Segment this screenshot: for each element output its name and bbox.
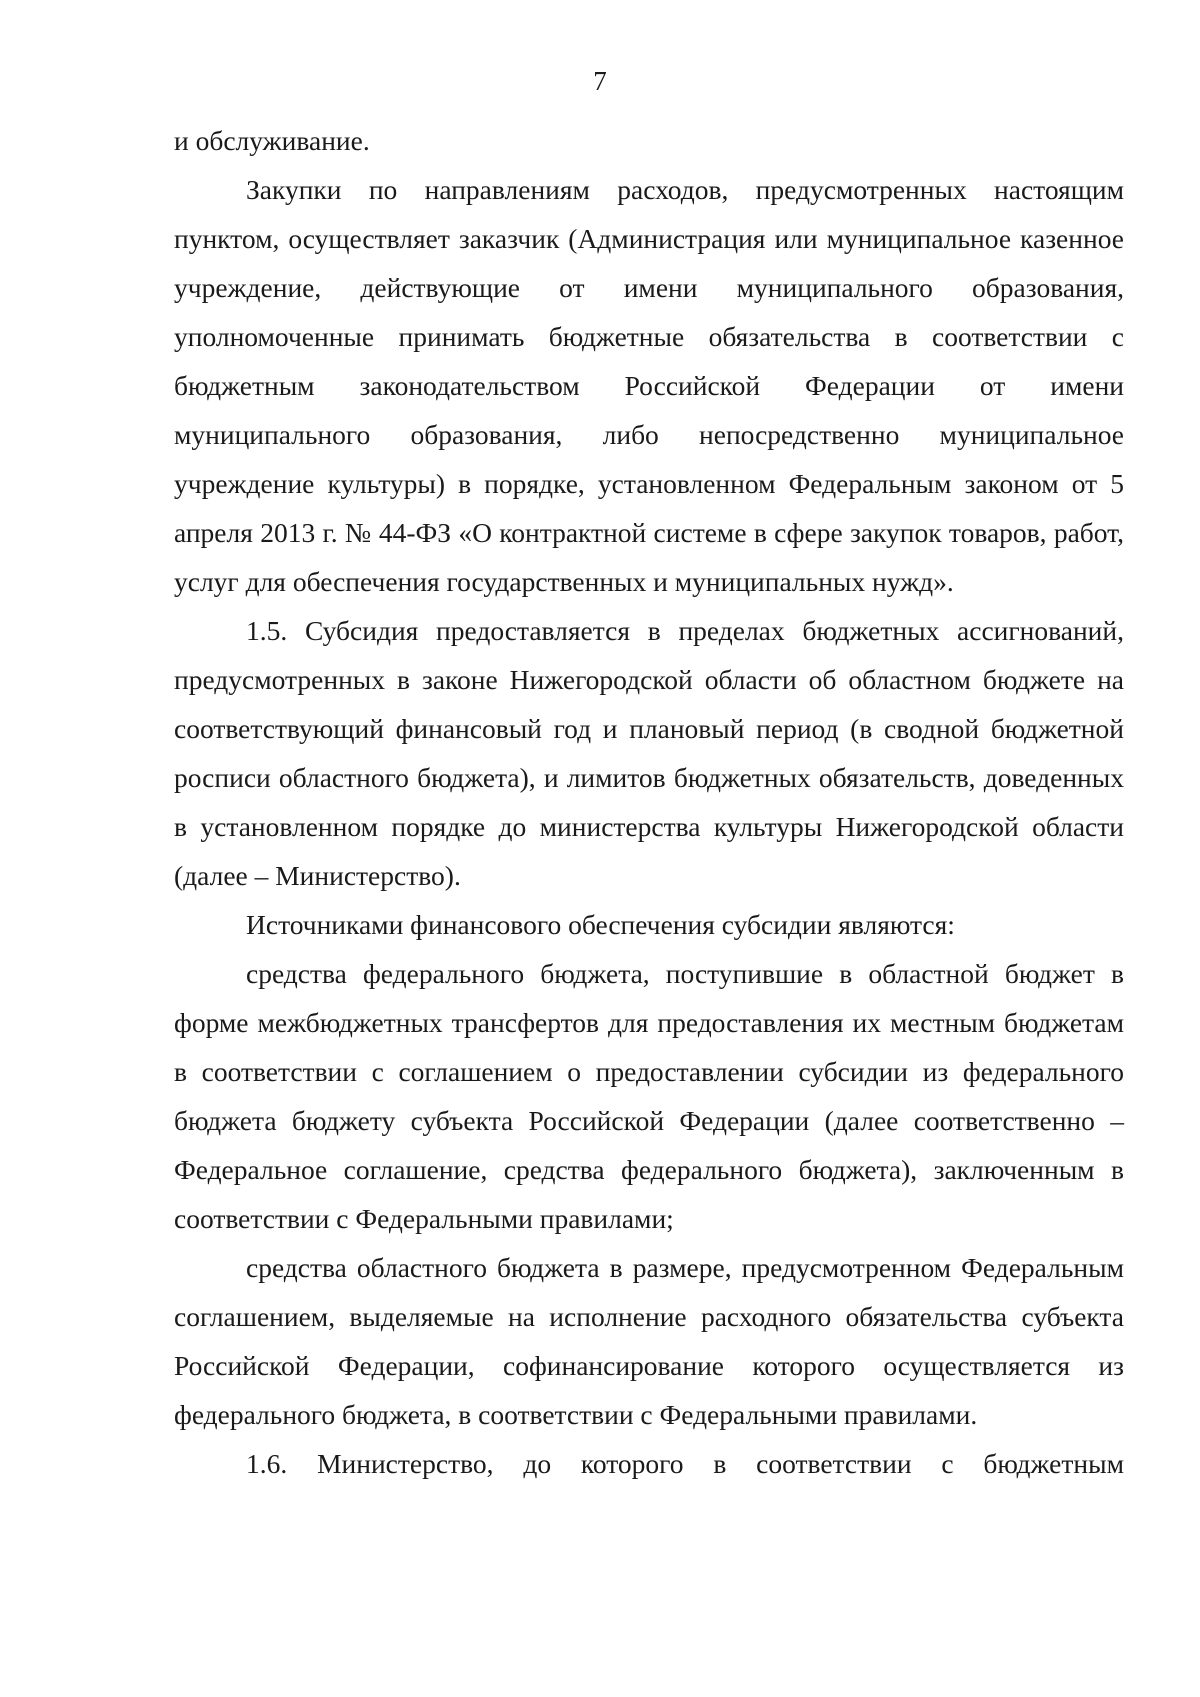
paragraph-regional-funds: средства областного бюджета в размере, предусмотренном Федеральным соглашением, выделяемые на исполнение расходного обязательства субъекта Российской Федерации, софинансирование которого осуществляется из федерального бюджета, в соответствии с Федеральными правилами. — [174, 1252, 1124, 1430]
paragraph-sources-intro: Источниками финансового обеспечения субсидии являются: — [246, 909, 955, 940]
paragraph-procurement: Закупки по направлениям расходов, предусмотренных настоящим пунктом, осуществляет заказчик (Администрация или муниципальное казенное учреждение, действующие от имени муниципального образования, уполномоченные принимать бюджетные обязательства в соответствии с бюджетным законодательством Российской Федерации от имени муниципального образования, либо непосредственно муниципальное учреждение культуры) в порядке, установленном Федеральным законом от 5 апреля 2013 г. № 44-ФЗ «О контрактной системе в сфере закупок товаров, работ, услуг для обеспечения государственных и муниципальных нужд». — [174, 174, 1124, 597]
paragraph-1-5: 1.5. Субсидия предоставляется в пределах бюджетных ассигнований, предусмотренных в законе Нижегородской области об областном бюджете на соответствующий финансовый год и плановый период (в сводной бюджетной росписи областного бюджета), и лимитов бюджетных обязательств, доведенных в установленном порядке до министерства культуры Нижегородской области (далее – Министерство). — [174, 615, 1124, 891]
document-body — [174, 116, 1124, 1488]
page-number: 7 — [593, 66, 607, 96]
paragraph-federal-funds: средства федерального бюджета, поступившие в областной бюджет в форме межбюджетных трансфертов для предоставления их местным бюджетам в соответствии с соглашением о предоставлении субсидии из федерального бюджета бюджету субъекта Российской Федерации (далее соответственно – Федеральное соглашение, средства федерального бюджета), заключенным в соответствии с Федеральными правилами; — [174, 958, 1124, 1234]
paragraph-continuation: и обслуживание. — [174, 125, 370, 156]
paragraph-1-6: 1.6. Министерство, до которого в соответствии с бюджетным — [246, 1448, 1124, 1479]
